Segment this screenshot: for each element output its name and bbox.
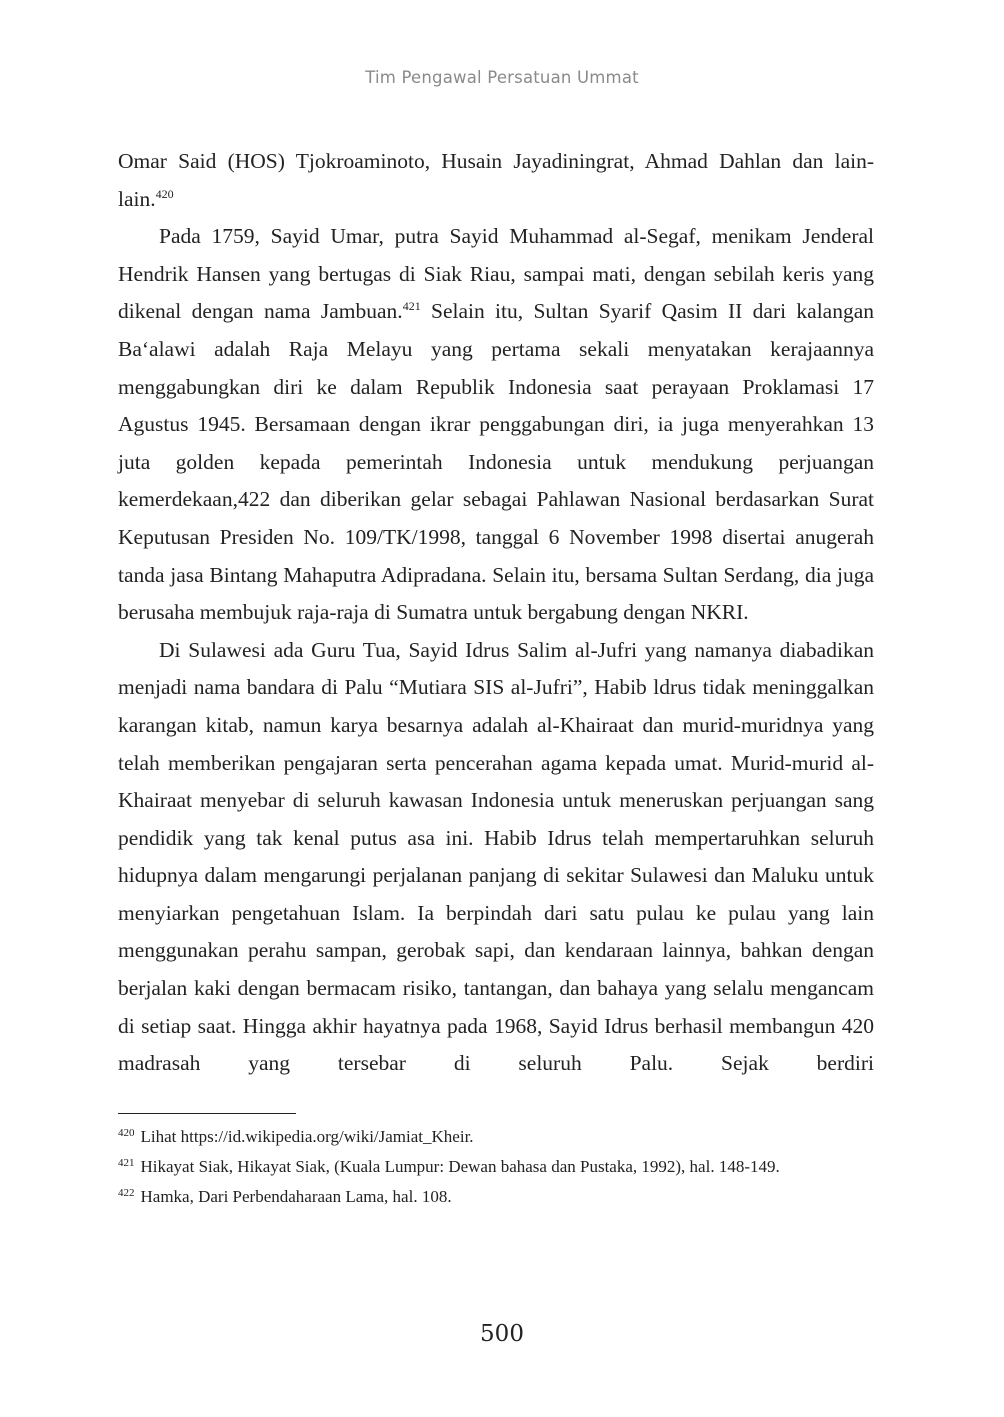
page-number: 500 [480,1321,524,1347]
body-text [118,143,874,1083]
footnotes [118,1122,888,1212]
footnote-number: 422 [118,1186,135,1199]
footnote-ref-421[interactable]: 421 [402,299,421,314]
footnote-ref-420[interactable]: 420 [155,186,174,201]
footnote-422 [118,1182,888,1212]
footnote-421 [118,1152,888,1182]
footnote-text: Hikayat Siak, Hikayat Siak, (Kuala Lumpur: Dewan bahasa dan Pustaka, 1992), hal. 148-149. [140,1157,780,1177]
paragraph-text: Pada 1759, Sayid Umar, putra Sayid Muhammad al-Segaf, menikam Jenderal Hendrik Hansen yang bertugas di Siak Riau, sampai mati, dengan sebilah keris yang dikenal dengan nama Jambuan. [118,224,874,324]
footnote-420 [118,1122,888,1152]
footnote-text: Lihat https://id.wikipedia.org/wiki/Jamiat_Kheir. [140,1127,474,1147]
footnote-number: 421 [118,1156,135,1169]
paragraph-text: Omar Said (HOS) Tjokroaminoto, Husain Jayadiningrat, Ahmad Dahlan dan lain-lain. [118,149,874,211]
spacer [118,1212,886,1317]
running-header: Tim Pengawal Persatuan Ummat [365,68,639,87]
footnote-divider [118,1113,296,1115]
paragraph-2 [118,218,874,632]
paragraph-1 [118,143,874,218]
footnote-text: Hamka, Dari Perbendaharaan Lama, hal. 108. [140,1187,452,1207]
paragraph-text: Selain itu, Sultan Syarif Qasim II dari kalangan Ba‘alawi adalah Raja Melayu yang pertama sekali menyatakan kerajaannya menggabungkan diri ke dalam Republik Indonesia saat perayaan Proklamasi 17 Agustus 1945. Bersamaan dengan ikrar penggabungan diri, ia juga menyerahkan 13 juta golden kepada pemerintah Indonesia untuk mendukung perjuangan kemerdekaan,422 dan diberikan gelar sebagai Pahlawan Nasional berdasarkan Surat Keputusan Presiden No. 109/TK/1998, tanggal 6 November 1998 disertai anugerah tanda jasa Bintang Mahaputra Adipradana. Selain itu, bersama Sultan Serdang, dia juga berusaha membujuk raja-raja di Sumatra untuk bergabung dengan NKRI. [118,299,875,625]
footnote-number: 420 [118,1126,135,1139]
paragraph-3: Di Sulawesi ada Guru Tua, Sayid Idrus Salim al-Jufri yang namanya diabadikan menjadi nama bandara di Palu “Mutiara SIS al-Jufri”, Habib ldrus tidak meninggalkan karangan kitab, namun karya besarnya adalah al-Khairaat dan murid-muridnya yang telah memberikan pengajaran serta pencerahan agama kepada umat. Murid-murid al-Khairaat menyebar di seluruh kawasan Indonesia untuk meneruskan perjuangan sang pendidik yang tak kenal putus asa ini. Habib Idrus telah mempertaruhkan seluruh hidupnya dalam mengarungi perjalanan panjang di sekitar Sulawesi dan Maluku untuk menyiarkan pengetahuan Islam. Ia berpindah dari satu pulau ke pulau yang lain menggunakan perahu sampan, gerobak sapi, dan kendaraan lainnya, bahkan dengan berjalan kaki dengan bermacam risiko, tantangan, dan bahaya yang selalu mengancam di setiap saat. Hingga akhir hayatnya pada 1968, Sayid Idrus berhasil membangun 420 madrasah yang tersebar di seluruh Palu. Sejak berdiri [118,637,874,1076]
